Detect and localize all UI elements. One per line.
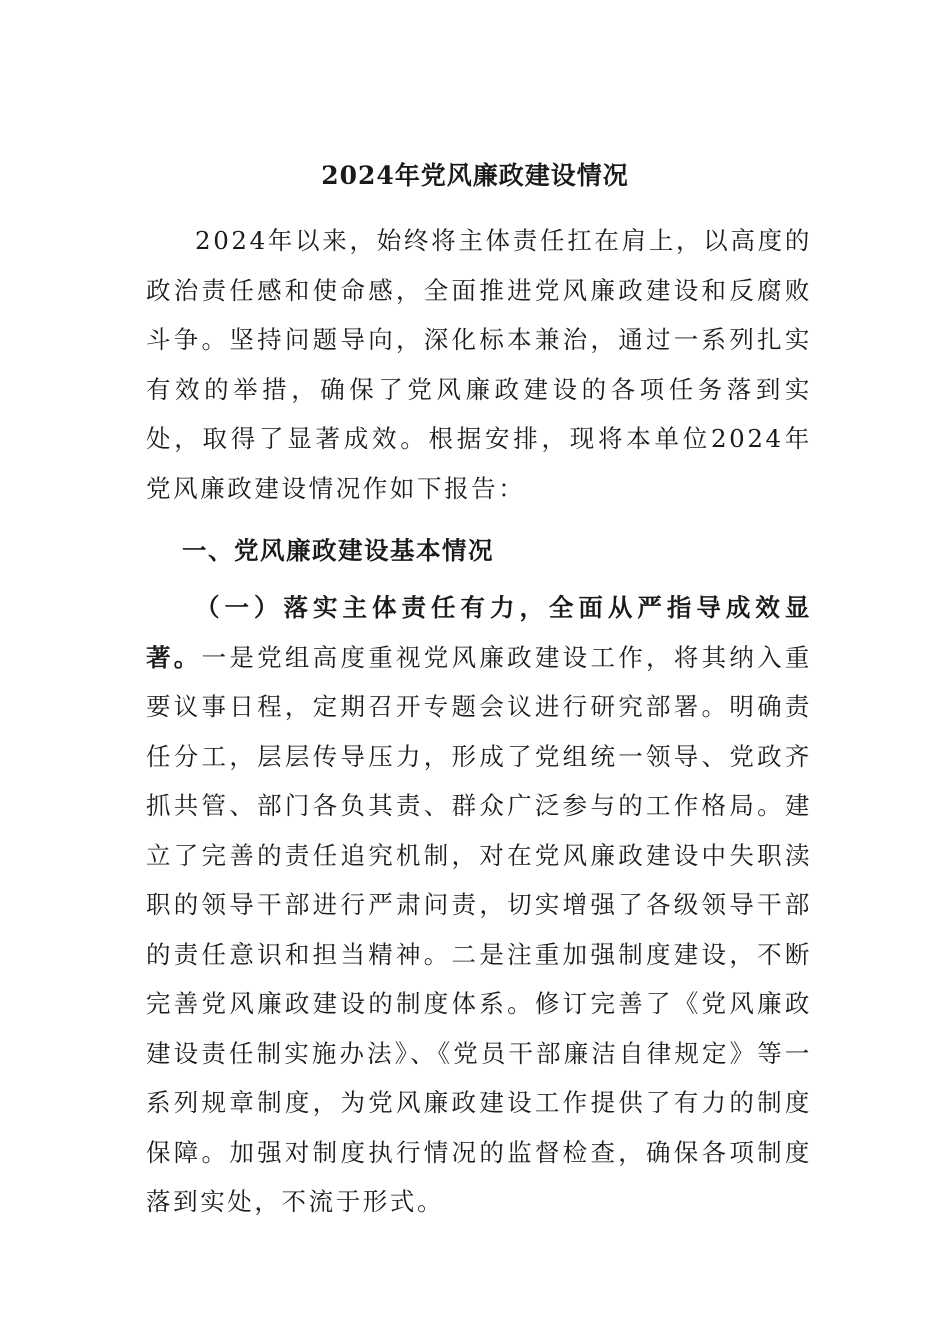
subsection-lead: （一）落实主体责任有力，全面从严指导成效显著。 bbox=[146, 593, 812, 672]
subsection-text: 一是党组高度重视党风廉政建设工作，将其纳入重要议事日程，定期召开专题会议进行研究部署。明确责任分工，层层传导压力，形成了党组统一领导、党政齐抓共管、部门各负其责、群众广泛参与的工作格局。建立了完善的责任追究机制，对在党风廉政建设中失职渎职的领导干部进行严肃问责，切实增强了各级领导干部的责任意识和担当精神。二是注重加强制度建设，不断完善党风廉政建设的制度体系。修订完善了《党风廉政建设责任制实施办法》、《党员干部廉洁自律规定》等一系列规章制度，为党风廉政建设工作提供了有力的制度保障。加强对制度执行情况的监督检查，确保各项制度落到实处，不流于形式。 bbox=[146, 642, 812, 1216]
body-paragraph bbox=[146, 583, 812, 1227]
document-title: 2024年党风廉政建设情况 bbox=[321, 161, 629, 190]
section-heading: 一、党风廉政建设基本情况 bbox=[182, 536, 494, 565]
intro-paragraph: 2024年以来，始终将主体责任扛在肩上，以高度的政治责任感和使命感，全面推进党风廉政建设和反腐败斗争。坚持问题导向，深化标本兼治，通过一系列扎实有效的举措，确保了党风廉政建设的各项任务落到实处，取得了显著成效。根据安排，现将本单位2024年党风廉政建设情况作如下报告： bbox=[146, 226, 812, 503]
